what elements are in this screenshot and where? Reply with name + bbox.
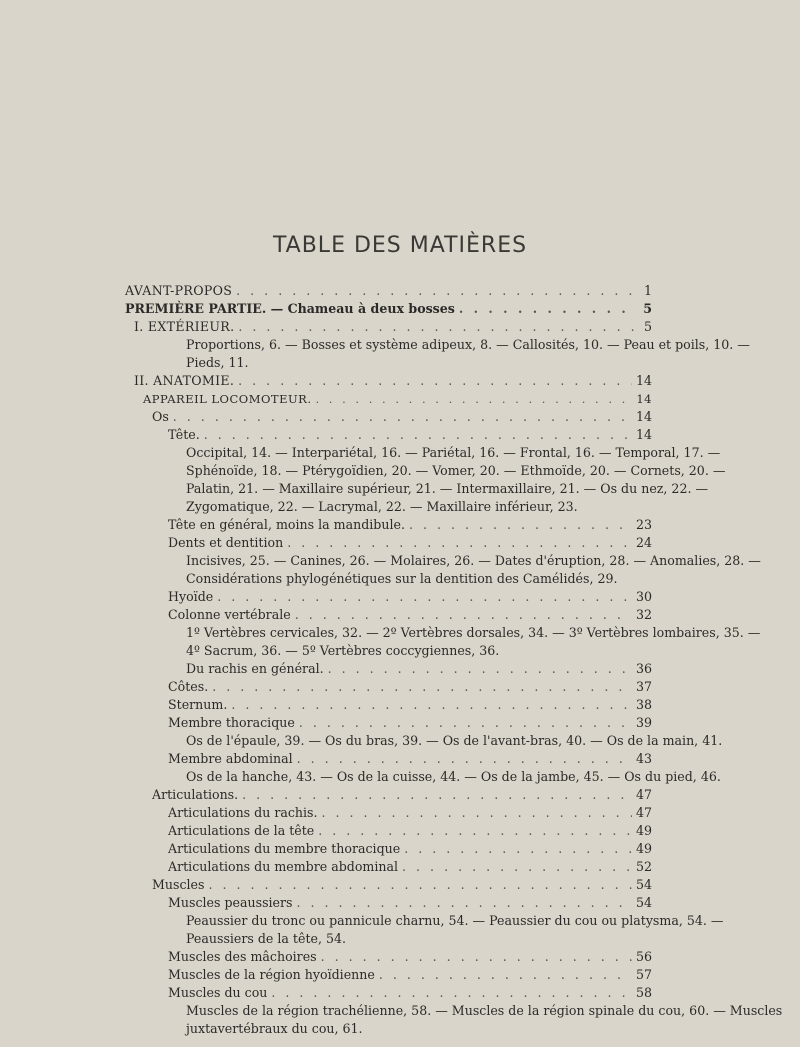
toc-entry-sternum[interactable]: [168, 696, 652, 714]
toc-entry-page: 5: [643, 319, 652, 334]
toc-entry-premiere-partie[interactable]: [125, 300, 652, 318]
toc-entry-label: Hyoïde: [168, 589, 214, 604]
toc-entry-label: Sternum.: [168, 697, 228, 712]
leader-dots: [287, 534, 632, 552]
toc-description: Sphénoïde, 18. — Ptérygoïdien, 20. — Vomer, 20. — Ethmoïde, 20. — Cornets, 20. —: [186, 463, 726, 478]
leader-dots: [231, 696, 632, 714]
leader-dots: [242, 786, 632, 804]
toc-entry-muscles-machoires[interactable]: [168, 948, 652, 966]
toc-entry-label: Côtes.: [168, 679, 209, 694]
toc-entry-page: 14: [635, 427, 652, 442]
toc-entry-label: Articulations du membre thoracique: [168, 841, 401, 856]
leader-dots: [328, 660, 632, 678]
toc-description: Incisives, 25. — Canines, 26. — Molaires, 26. — Dates d'éruption, 28. — Anomalies, 28. —: [186, 553, 761, 568]
toc-entry-label: Colonne vertébrale: [168, 607, 291, 622]
toc-entry-exterieur[interactable]: [134, 318, 652, 336]
toc-entry-anatomie[interactable]: [134, 372, 652, 390]
leader-dots: [217, 588, 632, 606]
leader-dots: [404, 840, 632, 858]
toc-entry-page: 49: [635, 841, 652, 856]
leader-dots: [315, 390, 632, 408]
toc-description: Os de la hanche, 43. — Os de la cuisse, 44. — Os de la jambe, 45. — Os du pied, 46.: [186, 769, 721, 784]
leader-dots: [402, 858, 632, 876]
toc-entry-page: 54: [635, 877, 652, 892]
toc-entry-page: 14: [635, 373, 652, 388]
toc-entry-label: Membre thoracique: [168, 715, 295, 730]
toc-entry-muscles-hyoidienne[interactable]: [168, 966, 652, 984]
leader-dots: [204, 426, 632, 444]
toc-entry-page: 49: [635, 823, 652, 838]
toc-entry-articulations-tete[interactable]: [168, 822, 652, 840]
toc-entry-rachis[interactable]: [186, 660, 652, 678]
toc-entry-page: 52: [635, 859, 652, 874]
toc-entry-label: Articulations de la tête: [168, 823, 315, 838]
leader-dots: [299, 714, 632, 732]
toc-entry-label: Articulations.: [152, 787, 239, 802]
toc-entry-page: 30: [635, 589, 652, 604]
toc-entry-page: 5: [643, 301, 652, 316]
toc-entry-page: 47: [635, 805, 652, 820]
leader-dots: [322, 804, 632, 822]
leader-dots: [271, 984, 632, 1002]
toc-entry-cotes[interactable]: [168, 678, 652, 696]
leader-dots: [409, 516, 632, 534]
toc-entry-page: 57: [635, 967, 652, 982]
toc-entry-page: 37: [635, 679, 652, 694]
page-title: TABLE DES MATIÈRES: [272, 233, 528, 258]
toc-entry-label: Muscles de la région hyoïdienne: [168, 967, 375, 982]
toc-entry-page: 1: [643, 283, 652, 298]
toc-description: Zygomatique, 22. — Lacrymal, 22. — Maxillaire inférieur, 23.: [186, 499, 578, 514]
toc-entry-tete-general[interactable]: [168, 516, 652, 534]
toc-description: Peaussier du tronc ou pannicule charnu, 54. — Peaussier du cou ou platysma, 54. —: [186, 913, 724, 928]
leader-dots: [459, 300, 634, 318]
toc-description: Muscles de la région trachélienne, 58. — Muscles de la région spinale du cou, 60. — Muscles: [186, 1003, 783, 1018]
toc-entry-articulations[interactable]: [152, 786, 652, 804]
toc-description: Occipital, 14. — Interpariétal, 16. — Pariétal, 16. — Frontal, 16. — Temporal, 17. —: [186, 445, 721, 460]
toc-entry-articulations-rachis[interactable]: [168, 804, 652, 822]
leader-dots: [318, 822, 632, 840]
toc-entry-page: 39: [635, 715, 652, 730]
toc-entry-label: PREMIÈRE PARTIE. — Chameau à deux bosses: [125, 301, 455, 316]
toc-entry-label: Muscles: [152, 877, 205, 892]
toc-entry-tete[interactable]: [168, 426, 652, 444]
toc-entry-dents[interactable]: [168, 534, 652, 552]
toc-entry-label: Muscles peaussiers: [168, 895, 293, 910]
toc-entry-label: Articulations du membre abdominal: [168, 859, 399, 874]
toc-entry-muscles-cou[interactable]: [168, 984, 652, 1002]
toc-entry-articulations-thoracique[interactable]: [168, 840, 652, 858]
toc-entry-os[interactable]: [152, 408, 652, 426]
leader-dots: [297, 750, 632, 768]
toc-entry-page: 47: [635, 787, 652, 802]
toc-description: Proportions, 6. — Bosses et système adipeux, 8. — Callosités, 10. — Peau et poils, 10. —: [186, 337, 750, 352]
toc-entry-muscles-peaussiers[interactable]: [168, 894, 652, 912]
leader-dots: [212, 678, 632, 696]
toc-entry-label: Du rachis en général.: [186, 661, 324, 676]
toc-description: Considérations phylogénétiques sur la dentition des Camélidés, 29.: [186, 571, 618, 586]
toc-description: Palatin, 21. — Maxillaire supérieur, 21. — Intermaxillaire, 21. — Os du nez, 22. —: [186, 481, 709, 496]
leader-dots: [208, 876, 632, 894]
leader-dots: [238, 318, 634, 336]
toc-entry-label: Membre abdominal: [168, 751, 293, 766]
toc-entry-membre-abdominal[interactable]: [168, 750, 652, 768]
leader-dots: [295, 606, 632, 624]
toc-entry-page: 43: [635, 751, 652, 766]
toc-entry-page: 32: [635, 607, 652, 622]
toc-entry-page: 58: [635, 985, 652, 1000]
toc-entry-label: Os: [152, 409, 169, 424]
toc-entry-membre-thoracique[interactable]: [168, 714, 652, 732]
toc-description: Pieds, 11.: [186, 355, 249, 370]
toc-entry-appareil-locomoteur[interactable]: [143, 390, 652, 408]
toc-entry-label: AVANT-PROPOS: [125, 283, 233, 298]
leader-dots: [321, 948, 632, 966]
toc-description: 1º Vertèbres cervicales, 32. — 2º Vertèbres dorsales, 34. — 3º Vertèbres lombaires, 35. —: [186, 625, 761, 640]
toc-description: juxtavertébraux du cou, 61.: [186, 1021, 363, 1036]
leader-dots: [173, 408, 632, 426]
toc-entry-label: Dents et dentition: [168, 535, 284, 550]
toc-entry-page: 56: [635, 949, 652, 964]
leader-dots: [379, 966, 632, 984]
toc-entry-label: II. ANATOMIE.: [134, 373, 235, 388]
toc-description: 4º Sacrum, 36. — 5º Vertèbres coccygiennes, 36.: [186, 643, 500, 658]
toc-entry-label: I. EXTÉRIEUR.: [134, 319, 235, 334]
toc-entry-page: 54: [635, 895, 652, 910]
leader-dots: [236, 282, 634, 300]
toc-entry-label: Muscles des mâchoires: [168, 949, 317, 964]
toc-description: Peaussiers de la tête, 54.: [186, 931, 346, 946]
toc-entry-page: 14: [636, 392, 652, 406]
toc-entry-page: 38: [635, 697, 652, 712]
toc-entry-label: APPAREIL LOCOMOTEUR.: [143, 392, 312, 406]
toc-entry-articulations-abdominal[interactable]: [168, 858, 652, 876]
toc-entry-label: Tête.: [168, 427, 200, 442]
toc-entry-label: Articulations du rachis.: [168, 805, 318, 820]
leader-dots: [238, 372, 632, 390]
toc-entry-page: 14: [635, 409, 652, 424]
toc-entry-colonne[interactable]: [168, 606, 652, 624]
toc-entry-label: Muscles du cou: [168, 985, 268, 1000]
toc-entry-page: 24: [635, 535, 652, 550]
toc-entry-hyoide[interactable]: [168, 588, 652, 606]
toc-entry-avant-propos[interactable]: [125, 282, 652, 300]
toc-entry-muscles[interactable]: [152, 876, 652, 894]
toc-entry-page: 23: [635, 517, 652, 532]
toc-description: Os de l'épaule, 39. — Os du bras, 39. — Os de l'avant-bras, 40. — Os de la main, 41.: [186, 733, 723, 748]
toc-entry-label: Tête en général, moins la mandibule.: [168, 517, 405, 532]
leader-dots: [297, 894, 632, 912]
toc-entry-page: 36: [635, 661, 652, 676]
